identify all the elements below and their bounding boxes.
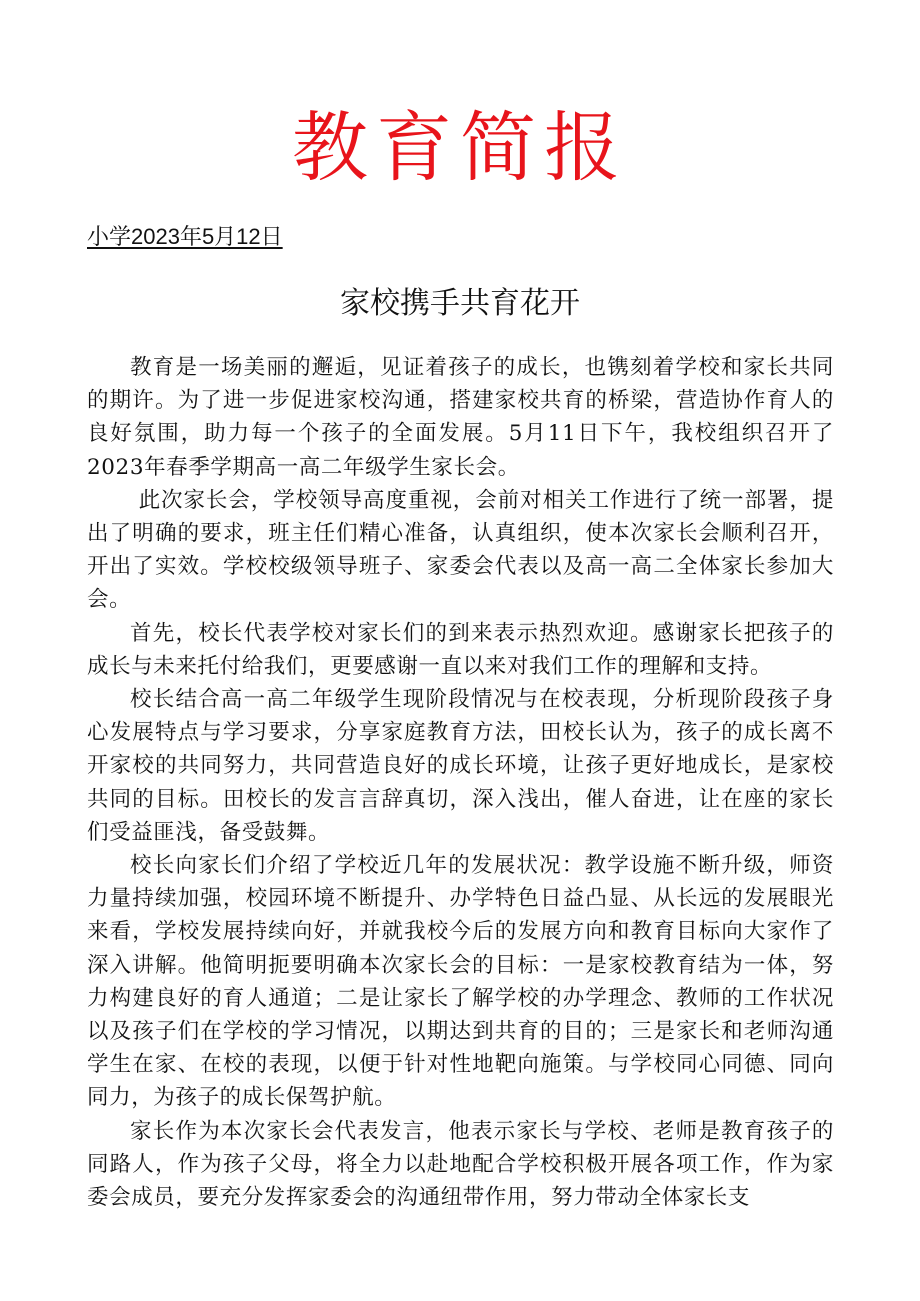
paragraph: 家长作为本次家长会代表发言，他表示家长与学校、老师是教育孩子的同路人，作为孩子父母，将全力以赴地配合学校积极开展各项工作，作为家委会成员，要充分发挥家委会的沟通纽带作用，努力带动全体家长支	[87, 1118, 834, 1211]
newsletter-masthead: 教育简报	[292, 103, 628, 192]
paragraph: 教育是一场美丽的邂逅，见证着孩子的成长，也镌刻着学校和家长共同的期许。为了进一步促进家校沟通，搭建家校共育的桥梁，营造协作育人的良好氛围，助力每一个孩子的全面发展。5月11日下午，我校组织召开了2023年春季学期高一高二年级学生家长会。	[87, 355, 834, 480]
paragraph: 此次家长会，学校领导高度重视，会前对相关工作进行了统一部署，提出了明确的要求，班主任们精心准备，认真组织，使本次家长会顺利召开，开出了实效。学校校级领导班子、家委会代表以及高一高二全体家长参加大会。	[87, 487, 834, 613]
dateline: 小学2023年5月12日	[87, 224, 283, 249]
paragraph: 首先，校长代表学校对家长们的到来表示热烈欢迎。感谢家长把孩子的成长与未来托付给我们，更要感谢一直以来对我们工作的理解和支持。	[87, 620, 834, 679]
article-body	[87, 351, 834, 1214]
paragraph: 校长向家长们介绍了学校近几年的发展状况：教学设施不断升级，师资力量持续加强，校园环境不断提升、办学特色日益凸显、从长远的发展眼光来看，学校发展持续向好，并就我校今后的发展方向和教育目标向大家作了深入讲解。他简明扼要明确本次家长会的目标：一是家校教育结为一体，努力构建良好的育人通道；二是让家长了解学校的办学理念、教师的工作状况以及孩子们在学校的学习情况，以期达到共育的目的；三是家长和老师沟通学生在家、在校的表现，以便于针对性地靶向施策。与学校同心同德、同向同力，为孩子的成长保驾护航。	[87, 853, 834, 1111]
article-headline: 家校携手共育花开	[340, 287, 580, 320]
paragraph: 校长结合高一高二年级学生现阶段情况与在校表现，分析现阶段孩子身心发展特点与学习要求，分享家庭教育方法，田校长认为，孩子的成长离不开家校的共同努力，共同营造良好的成长环境，让孩子更好地成长，是家校共同的目标。田校长的发言言辞真切，深入浅出，催人奋进，让在座的家长们受益匪浅，备受鼓舞。	[87, 687, 834, 845]
